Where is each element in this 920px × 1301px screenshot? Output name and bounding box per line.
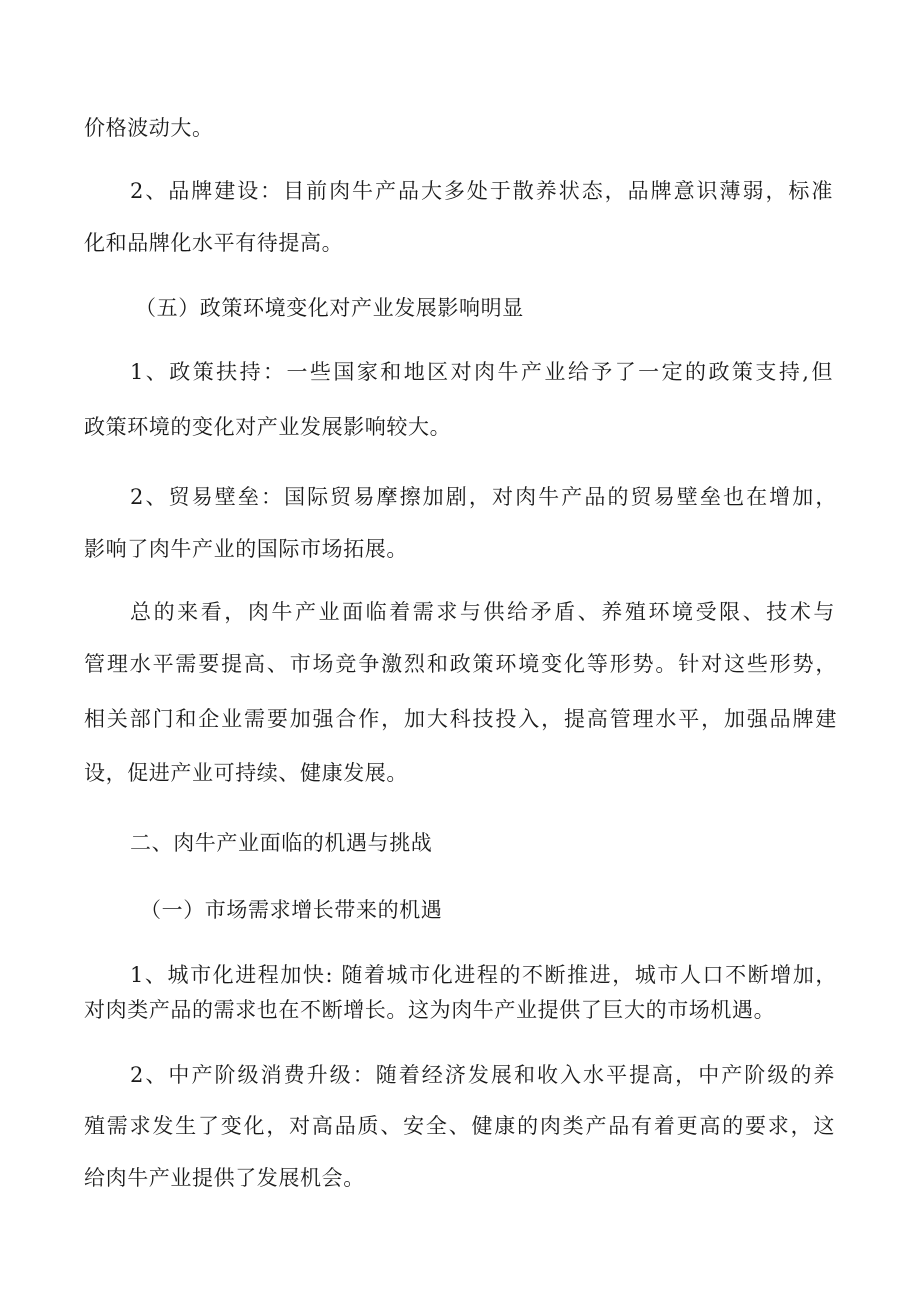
paragraph-line: 设，促进产业可持续、健康发展。 — [84, 761, 408, 785]
paragraph-line: 殖需求发生了变化，对高品质、安全、健康的肉类产品有着更高的要求，这 — [84, 1114, 835, 1138]
paragraph-line: 2、中产阶级消费升级：随着经济发展和收入水平提高，中产阶级的养 — [130, 1063, 835, 1087]
section-heading: 二、肉牛产业面临的机遇与挑战 — [130, 831, 433, 855]
paragraph-line: 相关部门和企业需要加强合作，加大科技投入，提高管理水平，加强品牌建 — [84, 707, 837, 731]
paragraph-line: 管理水平需要提高、市场竞争激烈和政策环境变化等形势。针对这些形势， — [84, 652, 837, 676]
paragraph-line: 影响了肉牛产业的国际市场拓展。 — [84, 537, 408, 561]
section-heading: （一）市场需求增长带来的机遇 — [140, 898, 443, 922]
paragraph-line: 1、城市化进程加快: 随着城市化进程的不断推进，城市人口不断增加， — [130, 963, 837, 987]
paragraph-line: 对肉类产品的需求也在不断增长。这为肉牛产业提供了巨大的市场机遇。 — [84, 998, 776, 1022]
paragraph-line: 化和品牌化水平有待提高。 — [84, 231, 344, 255]
paragraph-line: 1、政策扶持：一些国家和地区对肉牛产业给予了一定的政策支持,但 — [130, 360, 833, 384]
paragraph-line: 价格波动大。 — [84, 116, 214, 140]
paragraph-line: 总的来看，肉牛产业面临着需求与供给矛盾、养殖环境受限、技术与 — [130, 600, 835, 624]
paragraph-line: 2、品牌建设：目前肉牛产品大多处于散养状态，品牌意识薄弱，标准 — [130, 179, 833, 203]
paragraph-line: 给肉牛产业提供了发展机会。 — [84, 1166, 365, 1190]
paragraph-line: 政策环境的变化对产业发展影响较大。 — [84, 415, 452, 439]
section-heading: （五）政策环境变化对产业发展影响明显 — [135, 296, 524, 320]
paragraph-line: 2、贸易壁垒：国际贸易摩擦加剧，对肉牛产品的贸易壁垒也在增加， — [130, 485, 837, 509]
